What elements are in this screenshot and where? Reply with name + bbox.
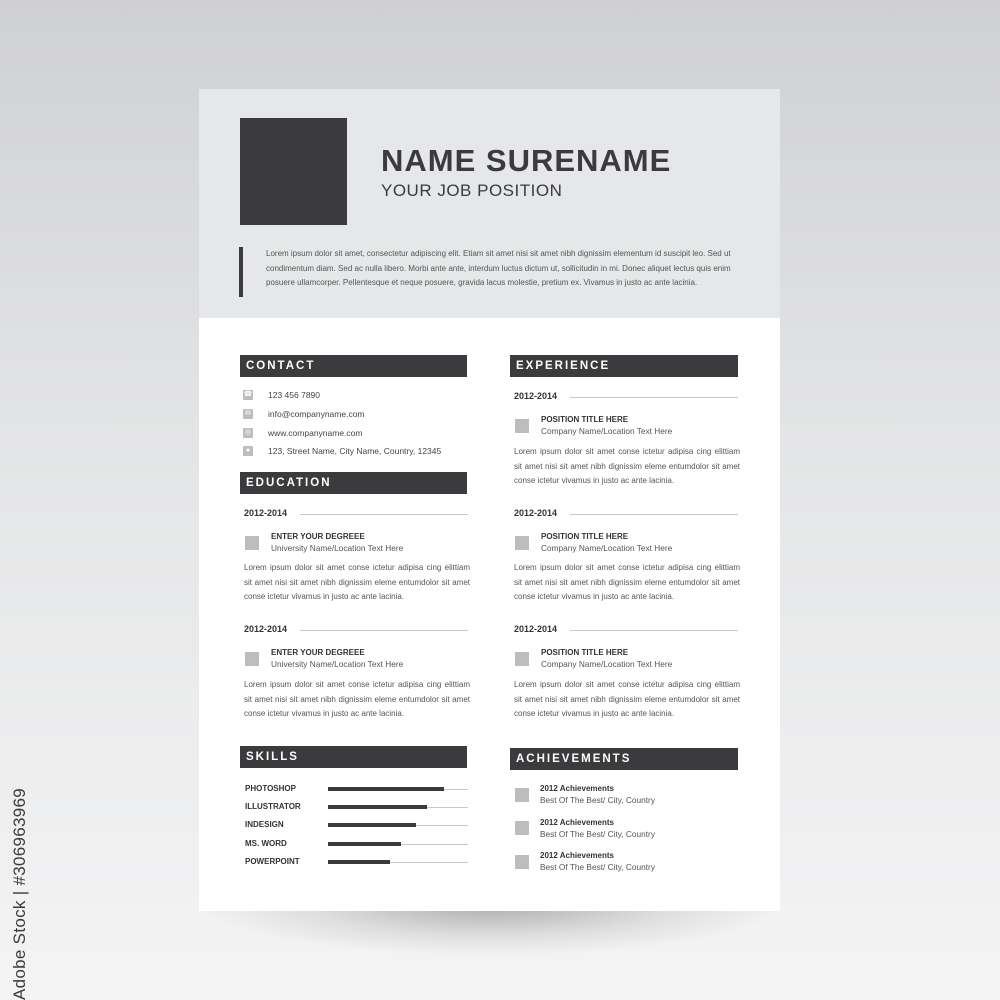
intro-accent-bar [239, 247, 243, 297]
divider-line [570, 630, 738, 631]
achievement-subtitle: Best Of The Best/ City, Country [540, 829, 655, 839]
entry-subtitle: University Name/Location Text Here [271, 543, 404, 553]
entry-description: Lorem ipsum dolor sit amet conse ictetur adipisa cing elittiam sit amet nisi sit amet nibh dignissim eleme entumdolor sit amet conse ictetur vivamus in justo ac ante lacinia. [244, 563, 470, 602]
entry-description: Lorem ipsum dolor sit amet conse ictetur adipisa cing elittiam sit amet nisi sit amet nibh dignissim eleme entumdolor sit amet conse ictetur vivamus in justo ac ante lacinia. [244, 680, 470, 719]
contact-location [243, 445, 441, 457]
entry-subtitle: Company Name/Location Text Here [541, 543, 673, 553]
contact-text: 123 456 7890 [268, 390, 320, 400]
resume-page [199, 89, 780, 911]
achievement-title: 2012 Achievements [540, 851, 614, 860]
entry-title: POSITION TITLE HERE [541, 532, 629, 541]
skill-bar-fill [328, 805, 427, 809]
achievement-subtitle: Best Of The Best/ City, Country [540, 795, 655, 805]
skill-bar-track [328, 807, 468, 808]
entry-subtitle: Company Name/Location Text Here [541, 426, 673, 436]
education-year-row [244, 624, 468, 636]
entry-subtitle: University Name/Location Text Here [271, 659, 404, 669]
achievement-icon-placeholder [515, 788, 529, 802]
experience-year-row [514, 508, 738, 520]
entry-description: Lorem ipsum dolor sit amet conse ictetur adipisa cing elittiam sit amet nisi sit amet nibh dignissim eleme entumdolor sit amet conse ictetur vivamus in justo ac ante lacinia. [514, 447, 740, 486]
stock-id-watermark: Adobe Stock | #306963969 [10, 787, 29, 1000]
skill-label: ILLUSTRATOR [245, 802, 301, 811]
contact-phone [243, 389, 320, 401]
contact-text: www.companyname.com [268, 428, 363, 438]
divider-line [300, 514, 468, 515]
profile-photo-placeholder [240, 118, 347, 225]
achievement-icon-placeholder [515, 855, 529, 869]
achievement-title: 2012 Achievements [540, 818, 614, 827]
entry-icon-placeholder [245, 536, 259, 550]
entry-description: Lorem ipsum dolor sit amet conse ictetur adipisa cing elittiam sit amet nisi sit amet nibh dignissim eleme entumdolor sit amet conse ictetur vivamus in justo ac ante lacinia. [514, 563, 740, 602]
skill-label: INDESIGN [245, 820, 284, 829]
entry-title: ENTER YOUR DEGREEE [271, 648, 365, 657]
email-icon: ✉ [243, 409, 253, 419]
divider-line [300, 630, 468, 631]
experience-year-row [514, 624, 738, 636]
entry-year: 2012-2014 [514, 391, 558, 401]
achievement-icon-placeholder [515, 821, 529, 835]
contact-web [243, 427, 362, 439]
intro-text: Lorem ipsum dolor sit amet, consectetur adipiscing elit. Etiam sit amet nisi sit amet nibh dignissim elementum id suscipit leo. Sed ut condimentum diam. Sed ac nulla libero. Morbi ante ante, interdum luctus dictum ut, sollicitudin in mi. Donec aliquet lectus quis enim posuere ullamcorper. Pellentesque et neque posuere, gravida lacus molestie, pretium ex. Vivamus in justo ac ante lacinia. [266, 249, 731, 287]
location-icon: ● [243, 446, 253, 456]
phone-icon: ☎ [243, 391, 253, 398]
entry-icon-placeholder [515, 652, 529, 666]
entry-year: 2012-2014 [244, 624, 288, 634]
divider-line [570, 397, 738, 398]
resume-header [199, 89, 780, 318]
entry-year: 2012-2014 [514, 508, 558, 518]
education-heading: EDUCATION [240, 472, 467, 494]
web-icon: ◎ [244, 429, 252, 436]
page-shadow [205, 905, 775, 955]
contact-heading: CONTACT [240, 355, 467, 377]
resume-name: NAME SURENAME [381, 143, 672, 178]
skill-bar-track [328, 825, 468, 826]
entry-year: 2012-2014 [514, 624, 558, 634]
skills-heading: SKILLS [240, 746, 467, 768]
entry-title: POSITION TITLE HERE [541, 415, 629, 424]
skill-bar-fill [328, 860, 390, 864]
achievement-subtitle: Best Of The Best/ City, Country [540, 862, 655, 872]
skill-label: PHOTOSHOP [245, 784, 296, 793]
contact-email [243, 408, 365, 420]
entry-title: ENTER YOUR DEGREEE [271, 532, 365, 541]
experience-heading: EXPERIENCE [510, 355, 738, 377]
contact-text: 123, Street Name, City Name, Country, 12345 [268, 446, 442, 456]
contact-text: info@companyname.com [268, 409, 365, 419]
skill-bar-fill [328, 787, 444, 791]
entry-icon-placeholder [245, 652, 259, 666]
skill-bar-track [328, 862, 468, 863]
education-year-row [244, 508, 468, 520]
entry-year: 2012-2014 [244, 508, 288, 518]
experience-year-row [514, 391, 738, 403]
entry-description: Lorem ipsum dolor sit amet conse ictetur adipisa cing elittiam sit amet nisi sit amet nibh dignissim eleme entumdolor sit amet conse ictetur vivamus in justo ac ante lacinia. [514, 680, 740, 719]
entry-title: POSITION TITLE HERE [541, 648, 629, 657]
entry-icon-placeholder [515, 536, 529, 550]
achievements-heading: ACHIEVEMENTS [510, 748, 738, 770]
skill-bar-fill [328, 823, 416, 827]
skill-bar-fill [328, 842, 401, 846]
job-position: YOUR JOB POSITION [381, 181, 563, 200]
skill-bar-track [328, 844, 468, 845]
divider-line [570, 514, 738, 515]
achievement-title: 2012 Achievements [540, 784, 614, 793]
entry-subtitle: Company Name/Location Text Here [541, 659, 673, 669]
skill-label: MS. WORD [245, 839, 287, 848]
skill-label: POWERPOINT [245, 857, 300, 866]
entry-icon-placeholder [515, 419, 529, 433]
skill-bar-track [328, 789, 468, 790]
